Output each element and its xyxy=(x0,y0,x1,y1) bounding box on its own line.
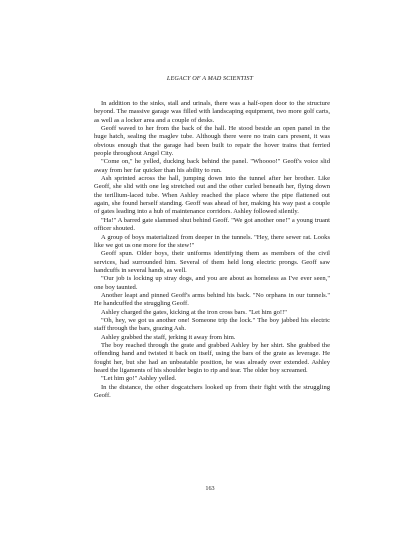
paragraph: The boy reached through the grate and grabbed Ashley by her shirt. She grabbed the offending hand and twisted it back on itself, using the bars of the grate as leverage. He fought her, but she had an unbeatable position, he was already over extended. Ashley heard the ligaments of his shoulder begin to rip and tear. The older boy screamed. xyxy=(94,341,330,374)
paragraph: "Oh, hey, we got us another one! Someone trip the lock." The boy jabbed his electric staff through the bars, grazing Ash. xyxy=(94,316,330,333)
paragraph: "Come on," he yelled, ducking back behind the panel. "Whoooo!" Geoff's voice slid away from her far quicker than his ability to run. xyxy=(94,158,330,174)
page-number: 163 xyxy=(205,485,215,492)
paragraph: "Our job is locking up stray dogs, and you are about as homeless as I've ever seen," one boy taunted. xyxy=(94,275,330,291)
paragraph: Ashley charged the gates, kicking at the iron cross bars. "Let him go!!" xyxy=(101,308,287,316)
paragraph: In the distance, the other dogcatchers looked up from their fight with the struggling Geoff. xyxy=(94,383,330,400)
paragraph: "Let him go!" Ashley yelled. xyxy=(101,375,177,383)
running-header: LEGACY OF A MAD SCIENTIST xyxy=(166,75,254,82)
paragraph: Geoff spun. Older boys, their uniforms identifying them as members of the civil services, had surrounded him. Several of them held long electric prongs. Geoff saw handcuffs in several hands, as well. xyxy=(94,250,330,274)
paragraph: Ashley grabbed the staff, jerking it away from him. xyxy=(101,333,236,341)
paragraph: Another leapt and pinned Geoff's arms behind his back. "No orphans in our tunnels." He handcuffed the struggling Geoff. xyxy=(94,291,330,308)
paragraph: "Ha!" A barred gate slammed shut behind Geoff. "We got another one!" a young truant officer shouted. xyxy=(94,216,330,233)
paragraph: Geoff waved to her from the back of the hall. He stood beside an open panel in the huge hatch, sealing the maglev tube. Although there were no train cars present, it was obvious enough that the garage had been built to repair the hover trains that ferried people throughout Angel City. xyxy=(94,125,330,158)
paragraph: In addition to the sinks, stall and urinals, there was a half-open door to the structure beyond. The massive garage was filled with landscaping equipment, two more golf carts, as well as a locker area and a couple of desks. xyxy=(94,100,330,124)
paragraph: A group of boys materialized from deeper in the tunnels. "Hey, there sewer rat. Looks like we got us one more for the stew!" xyxy=(94,233,330,249)
body-text xyxy=(94,100,330,400)
paragraph: Ash sprinted across the hall, jumping down into the tunnel after her brother. Like Geoff, she slid with one leg stretched out and the other curled beneath her, flying down the terillium-laced tube. When Ashley reached the place where the pipe flattened out again, she found herself standing. Geoff was ahead of her, making his way past a couple of gates leading into a hub of maintenance corridors. Ashley followed silently. xyxy=(94,175,330,216)
